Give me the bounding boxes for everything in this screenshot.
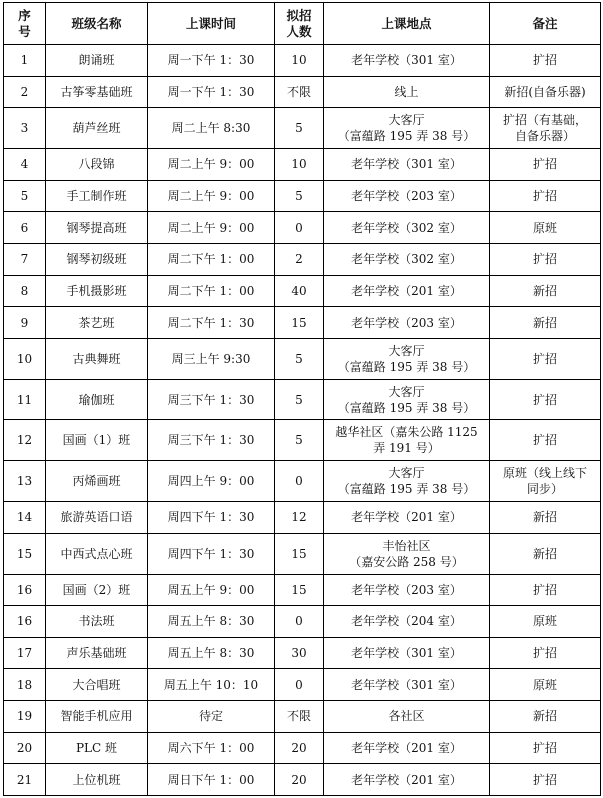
table-row (4, 502, 601, 534)
cell-class-name: 手工制作班 (46, 180, 148, 212)
table-row (4, 379, 601, 420)
cell-class-name: 朗诵班 (46, 45, 148, 77)
cell-place: 老年学校（302 室） (324, 243, 490, 275)
cell-count: 5 (275, 420, 324, 461)
cell-note: 扩招 (490, 574, 601, 606)
header-count: 拟招 人数 (275, 3, 324, 45)
cell-note: 扩招 (490, 420, 601, 461)
cell-place: 大客厅 （富蕴路 195 弄 38 号） (324, 461, 490, 502)
table-row (4, 732, 601, 764)
cell-class-name: 丙烯画班 (46, 461, 148, 502)
cell-note: 新招 (490, 275, 601, 307)
cell-note: 原班 (490, 606, 601, 638)
cell-time: 周四下午 1：30 (148, 533, 275, 574)
cell-time: 周三下午 1：30 (148, 379, 275, 420)
header-place: 上课地点 (324, 3, 490, 45)
cell-no: 4 (4, 149, 46, 181)
cell-no: 15 (4, 533, 46, 574)
cell-class-name: 声乐基础班 (46, 637, 148, 669)
cell-class-name: 国画（1）班 (46, 420, 148, 461)
cell-count: 15 (275, 307, 324, 339)
cell-note: 扩招 (490, 45, 601, 77)
cell-note: 扩招 (490, 243, 601, 275)
cell-class-name: 八段锦 (46, 149, 148, 181)
cell-time: 周五上午 9：00 (148, 574, 275, 606)
cell-note: 扩招 (490, 149, 601, 181)
cell-count: 40 (275, 275, 324, 307)
cell-count: 20 (275, 764, 324, 796)
cell-time: 周二下午 1：30 (148, 307, 275, 339)
cell-time: 周二上午 9：00 (148, 149, 275, 181)
cell-time: 待定 (148, 701, 275, 733)
cell-place: 老年学校（204 室） (324, 606, 490, 638)
cell-class-name: 古典舞班 (46, 338, 148, 379)
cell-place: 老年学校（201 室） (324, 502, 490, 534)
table-row (4, 45, 601, 77)
header-time: 上课时间 (148, 3, 275, 45)
cell-note: 新招 (490, 701, 601, 733)
cell-class-name: PLC 班 (46, 732, 148, 764)
cell-place: 大客厅 （富蕴路 195 弄 38 号） (324, 338, 490, 379)
cell-place: 大客厅 （富蕴路 195 弄 38 号） (324, 108, 490, 149)
table-row (4, 461, 601, 502)
cell-note: 原班 (490, 212, 601, 244)
cell-class-name: 旅游英语口语 (46, 502, 148, 534)
table-row (4, 76, 601, 108)
cell-time: 周四上午 9：00 (148, 461, 275, 502)
cell-count: 30 (275, 637, 324, 669)
cell-count: 不限 (275, 701, 324, 733)
cell-note: 新招 (490, 307, 601, 339)
cell-place: 老年学校（301 室） (324, 149, 490, 181)
cell-no: 20 (4, 732, 46, 764)
table-row (4, 637, 601, 669)
cell-no: 9 (4, 307, 46, 339)
cell-time: 周二上午 9：00 (148, 212, 275, 244)
table-row (4, 180, 601, 212)
cell-place: 老年学校（203 室） (324, 574, 490, 606)
cell-no: 16 (4, 606, 46, 638)
cell-place: 老年学校（301 室） (324, 45, 490, 77)
table-row (4, 606, 601, 638)
cell-class-name: 手机摄影班 (46, 275, 148, 307)
cell-class-name: 书法班 (46, 606, 148, 638)
cell-time: 周二下午 1：00 (148, 243, 275, 275)
cell-no: 1 (4, 45, 46, 77)
cell-place: 老年学校（301 室） (324, 637, 490, 669)
table-row (4, 669, 601, 701)
cell-class-name: 智能手机应用 (46, 701, 148, 733)
cell-count: 5 (275, 379, 324, 420)
cell-note: 原班 (490, 669, 601, 701)
cell-note: 扩招 (490, 338, 601, 379)
cell-note: 原班（线上线下 同步） (490, 461, 601, 502)
cell-time: 周五上午 8：30 (148, 606, 275, 638)
cell-count: 2 (275, 243, 324, 275)
cell-time: 周五上午 8：30 (148, 637, 275, 669)
cell-no: 18 (4, 669, 46, 701)
cell-count: 15 (275, 574, 324, 606)
table-header-row (4, 3, 601, 45)
table-row (4, 243, 601, 275)
cell-time: 周四下午 1：30 (148, 502, 275, 534)
cell-note: 扩招（有基础， 自备乐器） (490, 108, 601, 149)
cell-no: 16 (4, 574, 46, 606)
table-row (4, 420, 601, 461)
cell-no: 19 (4, 701, 46, 733)
class-schedule-table (3, 2, 601, 796)
cell-place: 老年学校（203 室） (324, 307, 490, 339)
table-row (4, 212, 601, 244)
cell-count: 0 (275, 669, 324, 701)
cell-time: 周一下午 1：30 (148, 45, 275, 77)
table-row (4, 701, 601, 733)
cell-time: 周二下午 1：00 (148, 275, 275, 307)
cell-place: 越华社区（嘉朱公路 1125 弄 191 号） (324, 420, 490, 461)
cell-note: 新招(自备乐器) (490, 76, 601, 108)
cell-place: 老年学校（201 室） (324, 275, 490, 307)
table-row (4, 764, 601, 796)
cell-count: 10 (275, 45, 324, 77)
cell-no: 10 (4, 338, 46, 379)
table-row (4, 108, 601, 149)
cell-no: 14 (4, 502, 46, 534)
cell-count: 0 (275, 606, 324, 638)
cell-class-name: 古筝零基础班 (46, 76, 148, 108)
table-row (4, 307, 601, 339)
cell-no: 21 (4, 764, 46, 796)
cell-note: 新招 (490, 533, 601, 574)
cell-count: 10 (275, 149, 324, 181)
cell-no: 2 (4, 76, 46, 108)
cell-count: 15 (275, 533, 324, 574)
header-class-name: 班级名称 (46, 3, 148, 45)
cell-place: 老年学校（301 室） (324, 669, 490, 701)
cell-time: 周二上午 8:30 (148, 108, 275, 149)
cell-count: 20 (275, 732, 324, 764)
cell-class-name: 钢琴初级班 (46, 243, 148, 275)
cell-class-name: 上位机班 (46, 764, 148, 796)
cell-time: 周日下午 1：00 (148, 764, 275, 796)
cell-no: 13 (4, 461, 46, 502)
cell-place: 各社区 (324, 701, 490, 733)
cell-count: 5 (275, 338, 324, 379)
cell-no: 11 (4, 379, 46, 420)
cell-no: 17 (4, 637, 46, 669)
cell-place: 线上 (324, 76, 490, 108)
cell-class-name: 茶艺班 (46, 307, 148, 339)
cell-time: 周六下午 1：00 (148, 732, 275, 764)
cell-count: 5 (275, 180, 324, 212)
cell-count: 12 (275, 502, 324, 534)
cell-class-name: 国画（2）班 (46, 574, 148, 606)
cell-note: 新招 (490, 502, 601, 534)
cell-no: 12 (4, 420, 46, 461)
cell-place: 大客厅 （富蕴路 195 弄 38 号） (324, 379, 490, 420)
cell-no: 7 (4, 243, 46, 275)
cell-note: 扩招 (490, 379, 601, 420)
table-row (4, 275, 601, 307)
cell-place: 丰怡社区 （嘉安公路 258 号） (324, 533, 490, 574)
cell-place: 老年学校（201 室） (324, 764, 490, 796)
cell-class-name: 钢琴提高班 (46, 212, 148, 244)
header-no: 序 号 (4, 3, 46, 45)
cell-note: 扩招 (490, 637, 601, 669)
cell-class-name: 大合唱班 (46, 669, 148, 701)
cell-note: 扩招 (490, 180, 601, 212)
cell-note: 扩招 (490, 732, 601, 764)
cell-no: 6 (4, 212, 46, 244)
cell-count: 0 (275, 461, 324, 502)
cell-count: 0 (275, 212, 324, 244)
cell-place: 老年学校（201 室） (324, 732, 490, 764)
cell-no: 8 (4, 275, 46, 307)
cell-count: 不限 (275, 76, 324, 108)
cell-note: 扩招 (490, 764, 601, 796)
cell-time: 周一下午 1：30 (148, 76, 275, 108)
cell-place: 老年学校（302 室） (324, 212, 490, 244)
header-note: 备注 (490, 3, 601, 45)
table-row (4, 149, 601, 181)
cell-time: 周二上午 9：00 (148, 180, 275, 212)
cell-class-name: 葫芦丝班 (46, 108, 148, 149)
cell-time: 周五上午 10：10 (148, 669, 275, 701)
cell-class-name: 中西式点心班 (46, 533, 148, 574)
cell-time: 周三下午 1：30 (148, 420, 275, 461)
table-row (4, 533, 601, 574)
table-row (4, 338, 601, 379)
cell-place: 老年学校（203 室） (324, 180, 490, 212)
cell-class-name: 瑜伽班 (46, 379, 148, 420)
cell-no: 3 (4, 108, 46, 149)
cell-time: 周三上午 9:30 (148, 338, 275, 379)
cell-count: 5 (275, 108, 324, 149)
cell-no: 5 (4, 180, 46, 212)
table-row (4, 574, 601, 606)
